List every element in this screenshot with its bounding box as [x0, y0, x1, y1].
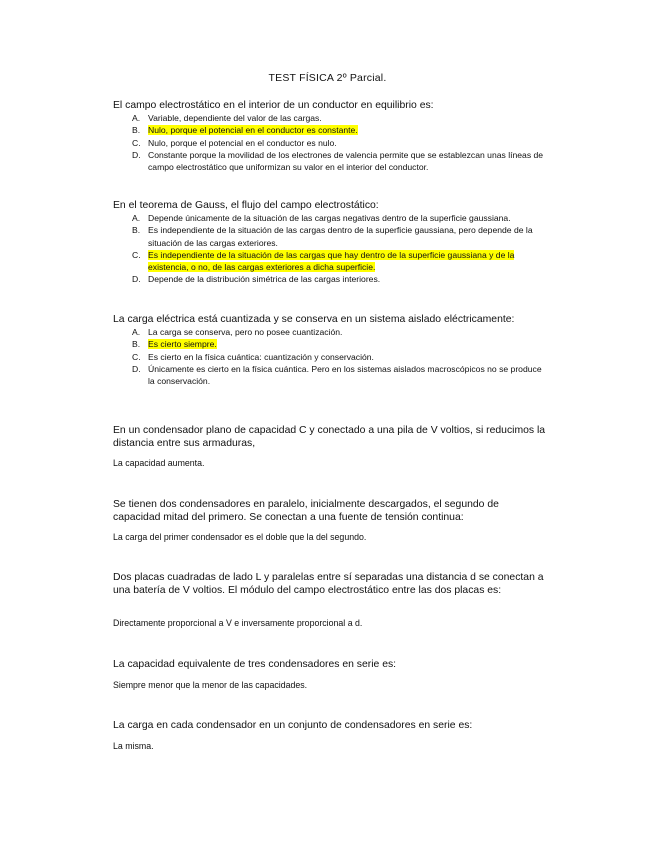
- option-c-highlighted: [113, 249, 548, 274]
- option-text: Es independiente de la situación de las cargas que hay dentro de la superficie gaussiana y de la existencia, o no, de las cargas exteriores a dicha superficie.: [148, 249, 515, 273]
- question-3-text: La carga eléctrica está cuantizada y se conserva en un sistema aislado eléctricamente:: [113, 314, 515, 325]
- question-6-text: Dos placas cuadradas de lado L y paralelas entre sí separadas una distancia d se conectan a una batería de V voltios. El módulo del campo electrostático entre las dos placas es:: [113, 572, 544, 596]
- option-text: Es cierto siempre.: [148, 339, 217, 350]
- option-letter: B.: [132, 125, 141, 136]
- question-2: [113, 199, 548, 286]
- option-a: [113, 212, 548, 224]
- question-1: [113, 99, 548, 173]
- option-text: Constante porque la movilidad de los electrones de valencia permite que se establezcan unas líneas de campo electrostático que uniformizan su valor en el interior del conductor.: [148, 149, 544, 173]
- option-letter: B.: [132, 225, 141, 236]
- option-text: Nulo, porque el potencial en el conductor es constante.: [148, 125, 358, 136]
- page-title: TEST FÍSICA 2º Parcial.: [268, 72, 387, 84]
- question-7-text: La capacidad equivalente de tres condensadores en serie es:: [113, 659, 397, 670]
- question-3-options: [113, 326, 548, 387]
- question-8-answer: La misma.: [113, 741, 154, 751]
- option-b-highlighted: [113, 124, 548, 136]
- option-text: Depende de la distribución simétrica de las cargas interiores.: [148, 274, 381, 285]
- question-5-answer: La carga del primer condensador es el doble que la del segundo.: [113, 532, 367, 542]
- option-c: [113, 351, 548, 363]
- question-2-text: En el teorema de Gauss, el flujo del campo electrostático:: [113, 200, 379, 211]
- question-4-answer: La capacidad aumenta.: [113, 458, 205, 468]
- option-letter: C.: [132, 351, 141, 362]
- option-letter: A.: [132, 327, 141, 337]
- question-4-text: En un condensador plano de capacidad C y conectado a una pila de V voltios, si reducimos la distancia entre sus armaduras,: [113, 425, 546, 449]
- option-text: Es cierto en la física cuántica: cuantización y conservación.: [148, 351, 374, 362]
- question-1-options: [113, 112, 548, 173]
- option-a: [113, 112, 548, 124]
- option-letter: D.: [132, 274, 141, 285]
- option-b-highlighted: [113, 338, 548, 350]
- option-a: [113, 326, 548, 338]
- option-letter: C.: [132, 249, 141, 260]
- question-3: [113, 313, 548, 387]
- option-text: Nulo, porque el potencial en el conductor es nulo.: [148, 137, 337, 148]
- option-letter: B.: [132, 339, 141, 350]
- option-b: [113, 224, 548, 249]
- option-text: Depende únicamente de la situación de las cargas negativas dentro de la superficie gaussiana.: [148, 213, 511, 223]
- question-6-answer: Directamente proporcional a V e inversamente proporcional a d.: [113, 618, 363, 628]
- option-text: La carga se conserva, pero no posee cuantización.: [148, 327, 343, 337]
- option-letter: D.: [132, 149, 141, 160]
- option-d: [113, 273, 548, 285]
- option-text: Variable, dependiente del valor de las cargas.: [148, 113, 322, 123]
- option-d: [113, 149, 548, 174]
- question-8-text: La carga en cada condensador en un conjunto de condensadores en serie es:: [113, 720, 473, 731]
- option-text: Únicamente es cierto en la física cuántica. Pero en los sistemas aislados macroscópicos no se produce la conservación.: [148, 363, 542, 387]
- question-7-answer: Siempre menor que la menor de las capacidades.: [113, 680, 308, 690]
- option-d: [113, 363, 548, 388]
- option-letter: A.: [132, 113, 141, 123]
- option-text: Es independiente de la situación de las cargas dentro de la superficie gaussiana, pero depende de la situación de las cargas exteriores.: [148, 225, 533, 248]
- option-c: [113, 137, 548, 149]
- option-letter: D.: [132, 363, 141, 374]
- option-letter: C.: [132, 137, 141, 148]
- question-1-text: El campo electrostático en el interior de un conductor en equilibrio es:: [113, 100, 434, 111]
- question-5-text: Se tienen dos condensadores en paralelo, inicialmente descargados, el segundo de capacidad mitad del primero. Se conectan a una fuente de tensión continua:: [113, 499, 499, 523]
- option-letter: A.: [132, 213, 141, 223]
- question-2-options: [113, 212, 548, 286]
